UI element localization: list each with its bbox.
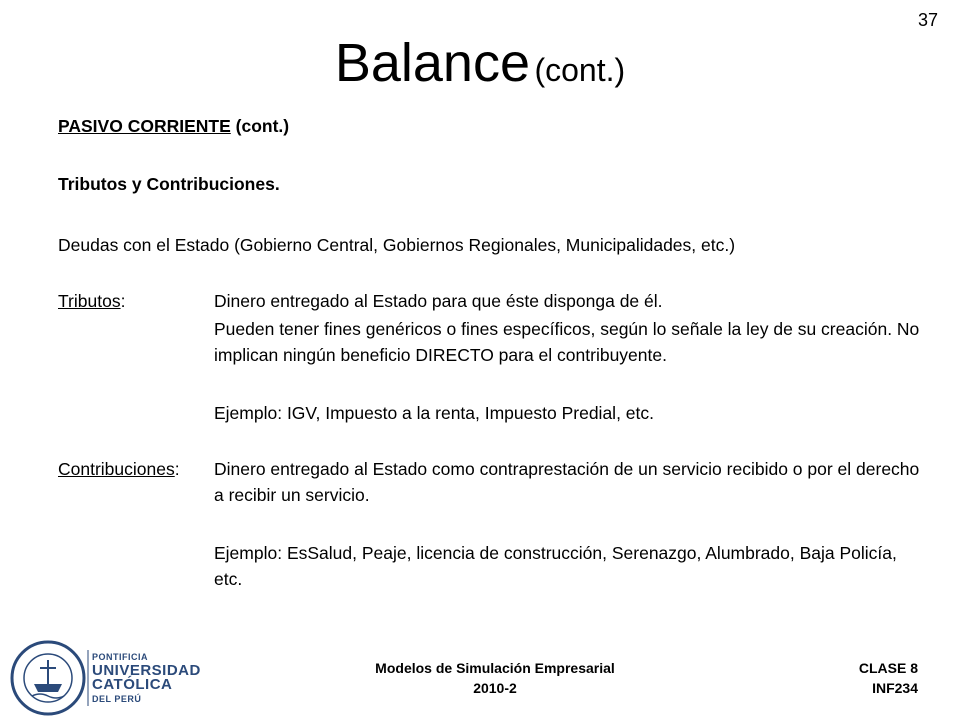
- university-wordmark: [92, 650, 201, 706]
- footer-course: [300, 658, 690, 698]
- contribuciones-term: Contribuciones:: [58, 459, 180, 479]
- slide-title: [0, 32, 960, 94]
- subheading: Tributos y Contribuciones.: [58, 174, 280, 194]
- intro-text: Deudas con el Estado (Gobierno Central, Gobiernos Regionales, Municipalidades, etc.): [58, 235, 736, 255]
- tributos-term: Tributos:: [58, 291, 126, 311]
- footer-class: [859, 658, 918, 698]
- contribuciones-def1: Dinero entregado al Estado como contraprestación de un servicio recibido o por el derecho a recibir un servicio.: [214, 459, 920, 505]
- footer-class-number: CLASE 8: [858, 660, 918, 676]
- section-heading: [58, 116, 289, 137]
- footer-course-code: INF234: [872, 680, 918, 696]
- title-sub: (cont.): [534, 52, 626, 88]
- tributos-def1: Dinero entregado al Estado para que éste disponga de él.: [214, 291, 663, 311]
- logo-line4: DEL PERÚ: [92, 694, 142, 704]
- logo-line1: PONTIFICIA: [92, 652, 148, 662]
- section-heading-rest: (cont.): [230, 116, 290, 136]
- tributos-example: Ejemplo: IGV, Impuesto a la renta, Impuesto Predial, etc.: [214, 403, 654, 423]
- tributos-term-label: Tributos: [58, 291, 121, 311]
- tributos-def2: Pueden tener fines genéricos o fines específicos, según lo señale la ley de su creación. No implican ningún beneficio DIRECTO para el contribuyente.: [214, 319, 920, 365]
- logo-line2: UNIVERSIDAD: [92, 662, 201, 679]
- section-heading-underlined: PASIVO CORRIENTE: [58, 116, 231, 136]
- contribuciones-term-label: Contribuciones: [58, 459, 175, 479]
- title-main: Balance: [334, 33, 530, 93]
- footer-course-name: Modelos de Simulación Empresarial: [375, 660, 615, 676]
- contribuciones-example: Ejemplo: EsSalud, Peaje, licencia de construcción, Serenazgo, Alumbrado, Baja Policía, etc.: [214, 543, 897, 589]
- page-number: 37: [917, 10, 938, 30]
- logo-line3: CATÓLICA: [92, 676, 173, 693]
- footer-term: 2010-2: [473, 680, 517, 696]
